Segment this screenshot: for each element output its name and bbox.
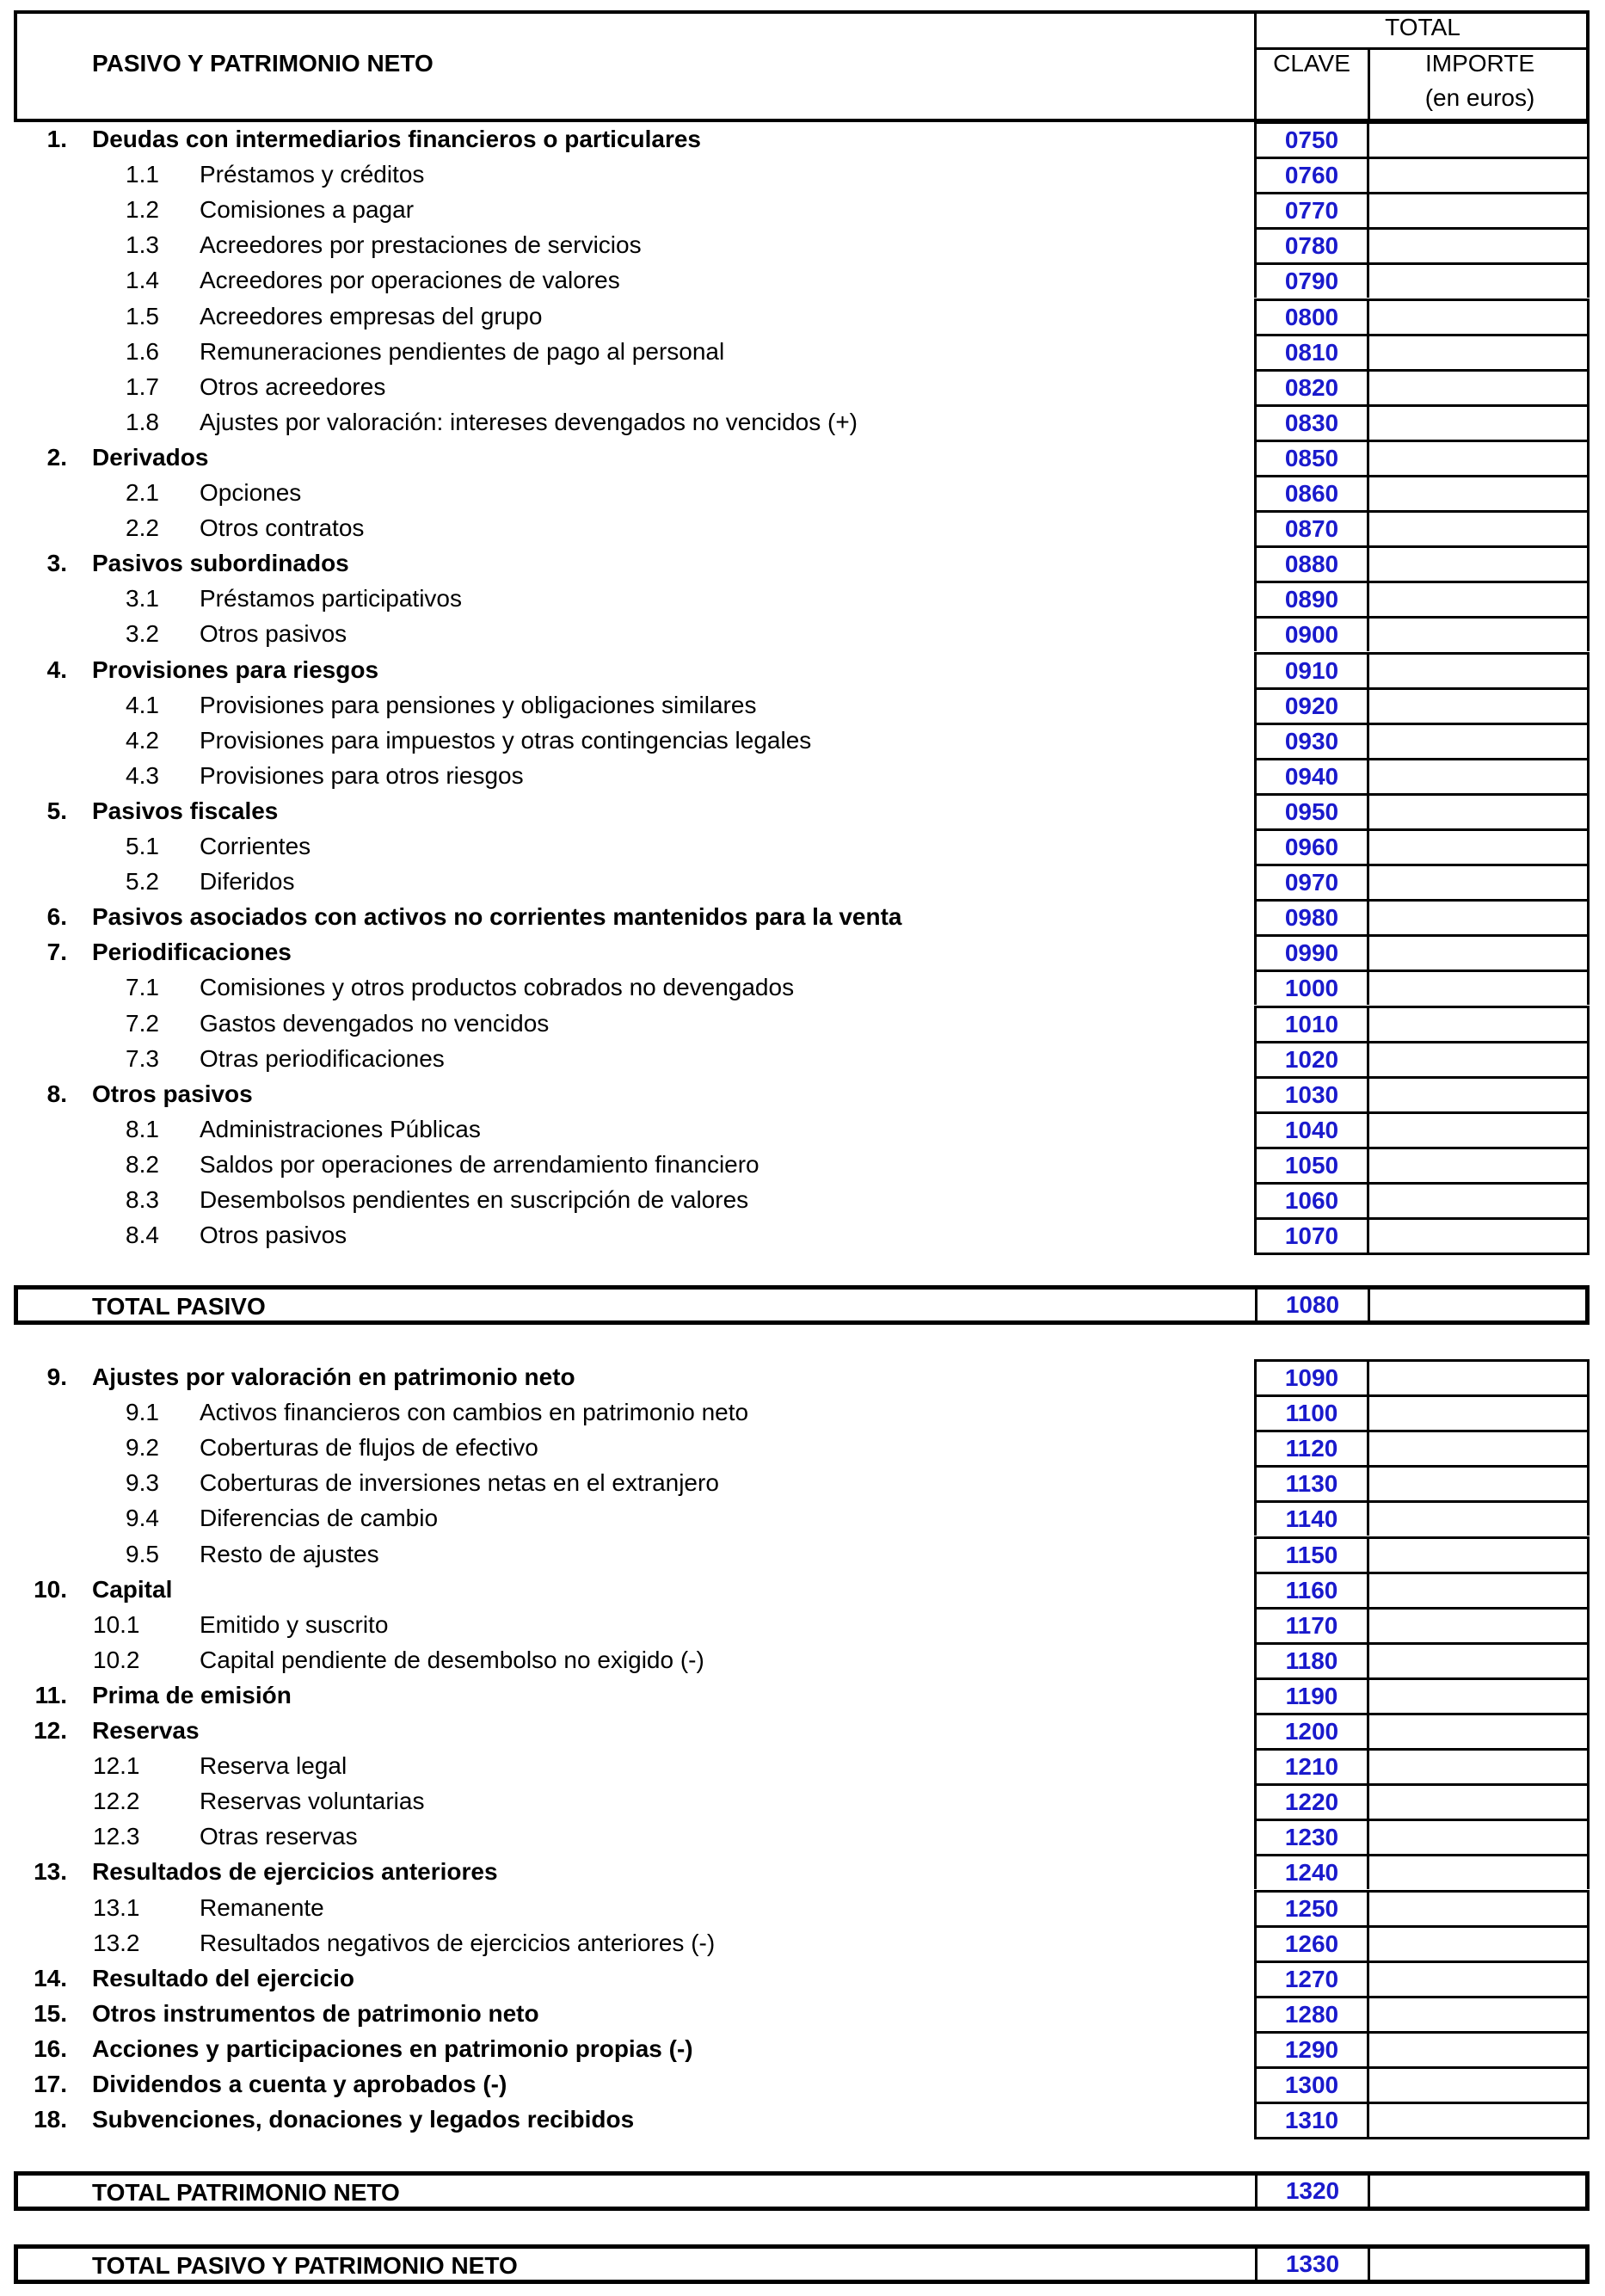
row-importe-input[interactable] (1367, 1076, 1590, 1111)
table-row (0, 793, 1605, 828)
table-row (0, 1217, 1605, 1253)
row-label: Administraciones Públicas (200, 1115, 481, 1142)
row-clave: 1070 (1254, 1217, 1369, 1255)
row-clave: 0810 (1254, 334, 1369, 369)
row-importe-input[interactable] (1367, 1713, 1590, 1748)
row-importe-input[interactable] (1367, 299, 1590, 334)
table-row (0, 1182, 1605, 1217)
row-clave: 0990 (1254, 934, 1369, 969)
row-clave: 1290 (1254, 2031, 1369, 2066)
table-row (0, 1041, 1605, 1076)
table-row (0, 1111, 1605, 1147)
table-row (0, 227, 1605, 262)
table-row (0, 687, 1605, 723)
row-label: Corrientes (200, 833, 311, 859)
row-number: 1.2 (126, 196, 159, 224)
row-clave: 1310 (1254, 2102, 1369, 2139)
row-label: Resultados negativos de ejercicios anteriores (-) (200, 1929, 716, 1956)
table-row (0, 2066, 1605, 2102)
row-label: Acciones y participaciones en patrimonio propias (-) (92, 2034, 693, 2062)
table-row (0, 1748, 1605, 1783)
row-label: Comisiones a pagar (200, 196, 415, 224)
row-label: Dividendos a cuenta y aprobados (-) (92, 2071, 507, 2097)
table-row (0, 1006, 1605, 1041)
row-label: Reservas (92, 1717, 200, 1744)
row-label: Derivados (92, 443, 209, 471)
row-clave: 1090 (1254, 1359, 1369, 1394)
row-label: Acreedores por prestaciones de servicios (200, 231, 642, 259)
row-number: 12.3 (93, 1823, 140, 1850)
row-importe-input[interactable] (1367, 1147, 1590, 1182)
row-label: Capital (92, 1575, 173, 1603)
row-clave: 1180 (1254, 1642, 1369, 1677)
table-row (0, 1854, 1605, 1889)
table-row (0, 1642, 1605, 1677)
row-label: Ajustes por valoración: intereses devengados no vencidos (+) (200, 408, 858, 435)
row-label: Emitido y suscrito (200, 1610, 389, 1638)
row-importe-input[interactable] (1367, 1996, 1590, 2031)
row-number: 2.1 (126, 479, 159, 506)
row-importe-input[interactable] (1367, 1677, 1590, 1713)
row-label: Otros pasivos (92, 1080, 253, 1107)
row-importe-input[interactable] (1367, 121, 1590, 157)
row-number: 9.2 (126, 1434, 159, 1462)
total-final-row (14, 2244, 1590, 2284)
row-number: 7.1 (126, 974, 159, 1001)
row-importe-input[interactable] (1367, 2102, 1590, 2139)
table-row (0, 1147, 1605, 1182)
row-importe-input[interactable] (1367, 793, 1590, 828)
row-label: Resto de ajustes (200, 1540, 379, 1567)
table-row (0, 1430, 1605, 1465)
row-number: 3. (46, 550, 67, 577)
total-patrimonio-clave: 1320 (1255, 2176, 1370, 2207)
table-row (0, 1607, 1605, 1642)
row-clave: 0780 (1254, 227, 1369, 262)
table-row (0, 1359, 1605, 1394)
row-importe-input[interactable] (1367, 581, 1590, 616)
row-label: Acreedores por operaciones de valores (200, 267, 620, 294)
row-number: 1.4 (126, 267, 159, 294)
row-clave: 1040 (1254, 1111, 1369, 1147)
row-number: 4.3 (126, 761, 159, 789)
row-label: Subvenciones, donaciones y legados recibidos (92, 2106, 635, 2133)
table-row (0, 2031, 1605, 2066)
row-label: Provisiones para otros riesgos (200, 761, 524, 789)
row-importe-input[interactable] (1367, 369, 1590, 404)
row-number: 5. (46, 797, 67, 824)
row-label: Provisiones para impuestos y otras contingencias legales (200, 726, 812, 754)
row-label: Resultado del ejercicio (92, 1964, 354, 1991)
row-number: 4. (46, 656, 67, 683)
total-final-clave: 1330 (1255, 2249, 1370, 2280)
row-label: Diferidos (200, 868, 295, 896)
row-number: 18. (34, 2106, 67, 2133)
row-clave: 1140 (1254, 1500, 1369, 1536)
row-clave: 1260 (1254, 1925, 1369, 1961)
row-number: 13. (34, 1858, 67, 1886)
row-clave: 1230 (1254, 1819, 1369, 1854)
row-clave: 0890 (1254, 581, 1369, 616)
header-importe-unit: (en euros) (1424, 84, 1535, 111)
table-row (0, 262, 1605, 298)
table-row (0, 1536, 1605, 1572)
row-clave: 0960 (1254, 828, 1369, 864)
row-importe-input[interactable] (1367, 262, 1590, 298)
row-label: Gastos devengados no vencidos (200, 1009, 550, 1037)
row-importe-input[interactable] (1367, 1961, 1590, 1996)
row-importe-input[interactable] (1367, 1430, 1590, 1465)
table-row (0, 545, 1605, 581)
row-importe-input[interactable] (1367, 1890, 1590, 1925)
total-patrimonio-importe[interactable] (1368, 2176, 1590, 2207)
row-clave: 0760 (1254, 157, 1369, 192)
row-number: 7.3 (126, 1044, 159, 1072)
row-number: 1.8 (126, 408, 159, 435)
row-clave: 0870 (1254, 510, 1369, 545)
row-importe-input[interactable] (1367, 899, 1590, 934)
row-label: Otros pasivos (200, 620, 347, 648)
row-label: Remuneraciones pendientes de pago al personal (200, 337, 725, 365)
row-number: 17. (34, 2071, 67, 2097)
row-label: Reservas voluntarias (200, 1788, 425, 1815)
row-importe-input[interactable] (1367, 404, 1590, 440)
total-pasivo-row (14, 1285, 1590, 1325)
table-row (0, 1572, 1605, 1607)
row-label: Préstamos participativos (200, 585, 463, 612)
row-label: Resultados de ejercicios anteriores (92, 1858, 498, 1886)
row-number: 8.2 (126, 1150, 159, 1178)
row-number: 5.2 (126, 868, 159, 896)
table-row (0, 581, 1605, 616)
table-row (0, 1465, 1605, 1500)
row-number: 1.6 (126, 337, 159, 365)
row-importe-input[interactable] (1367, 1359, 1590, 1394)
row-clave: 1010 (1254, 1006, 1369, 1041)
row-number: 9.3 (126, 1469, 159, 1497)
row-number: 6. (46, 903, 67, 931)
row-importe-input[interactable] (1367, 334, 1590, 369)
row-number: 1.7 (126, 372, 159, 400)
row-label: Pasivos fiscales (92, 797, 279, 824)
row-importe-input[interactable] (1367, 1819, 1590, 1854)
row-importe-input[interactable] (1367, 723, 1590, 758)
row-importe-input[interactable] (1367, 227, 1590, 262)
table-row (0, 404, 1605, 440)
row-number: 14. (34, 1964, 67, 1991)
table-row (0, 369, 1605, 404)
table-row (0, 864, 1605, 899)
table-row (0, 723, 1605, 758)
row-importe-input[interactable] (1367, 652, 1590, 687)
table-row (0, 1819, 1605, 1854)
row-clave: 0820 (1254, 369, 1369, 404)
row-number: 15. (34, 1999, 67, 2027)
table-row (0, 1783, 1605, 1819)
total-patrimonio-label: TOTAL PATRIMONIO NETO (92, 2179, 400, 2206)
table-row (0, 969, 1605, 1005)
row-importe-input[interactable] (1367, 2066, 1590, 2102)
table-row (0, 899, 1605, 934)
table-row (0, 1076, 1605, 1111)
row-importe-input[interactable] (1367, 1182, 1590, 1217)
row-clave: 0800 (1254, 299, 1369, 334)
row-importe-input[interactable] (1367, 510, 1590, 545)
row-number: 16. (34, 2034, 67, 2062)
row-importe-input[interactable] (1367, 1111, 1590, 1147)
table-row (0, 1500, 1605, 1536)
row-clave: 0920 (1254, 687, 1369, 723)
total-pasivo-label: TOTAL PASIVO (92, 1293, 266, 1320)
row-label: Acreedores empresas del grupo (200, 302, 543, 329)
row-clave: 1100 (1254, 1394, 1369, 1430)
row-label: Otros pasivos (200, 1222, 347, 1249)
row-importe-input[interactable] (1367, 1642, 1590, 1677)
row-label: Provisiones para riesgos (92, 656, 379, 683)
row-number: 11. (34, 1681, 67, 1708)
row-clave: 0970 (1254, 864, 1369, 899)
row-importe-input[interactable] (1367, 475, 1590, 510)
row-number: 7. (46, 939, 67, 966)
row-clave: 1020 (1254, 1041, 1369, 1076)
table-row (0, 475, 1605, 510)
row-label: Comisiones y otros productos cobrados no devengados (200, 974, 795, 1001)
row-clave: 1220 (1254, 1783, 1369, 1819)
row-number: 1.3 (126, 231, 159, 259)
row-number: 9. (46, 1363, 67, 1390)
row-label: Deudas con intermediarios financieros o particulares (92, 126, 701, 152)
row-label: Pasivos asociados con activos no corrientes mantenidos para la venta (92, 903, 902, 931)
row-importe-input[interactable] (1367, 1006, 1590, 1041)
row-importe-input[interactable] (1367, 1465, 1590, 1500)
row-label: Capital pendiente de desembolso no exigido (-) (200, 1646, 704, 1673)
row-clave: 1030 (1254, 1076, 1369, 1111)
total-final-label: TOTAL PASIVO Y PATRIMONIO NETO (92, 2252, 518, 2279)
header-total: TOTAL (1385, 14, 1460, 40)
row-label: Periodificaciones (92, 939, 292, 966)
table-row (0, 299, 1605, 334)
table-row (0, 192, 1605, 227)
row-number: 10.1 (93, 1610, 140, 1638)
row-importe-input[interactable] (1367, 157, 1590, 192)
row-number: 3.1 (126, 585, 159, 612)
row-number: 1.1 (126, 161, 159, 188)
table-row (0, 616, 1605, 651)
page-title: PASIVO Y PATRIMONIO NETO (92, 50, 434, 77)
row-clave: 0910 (1254, 652, 1369, 687)
row-label: Saldos por operaciones de arrendamiento financiero (200, 1150, 759, 1178)
table-row (0, 121, 1605, 157)
row-number: 9.5 (126, 1540, 159, 1567)
row-number: 4.1 (126, 691, 159, 718)
row-clave: 1120 (1254, 1430, 1369, 1465)
table-row (0, 828, 1605, 864)
row-label: Préstamos y créditos (200, 161, 425, 188)
row-label: Otros instrumentos de patrimonio neto (92, 1999, 539, 2027)
row-clave: 1270 (1254, 1961, 1369, 1996)
row-importe-input[interactable] (1367, 2031, 1590, 2066)
row-clave: 0750 (1254, 121, 1369, 157)
row-number: 13.1 (93, 1893, 140, 1921)
row-number: 5.1 (126, 833, 159, 859)
row-number: 1. (46, 126, 67, 152)
row-importe-input[interactable] (1367, 758, 1590, 793)
row-number: 8. (46, 1080, 67, 1107)
row-importe-input[interactable] (1367, 864, 1590, 899)
header-importe: IMPORTE (1424, 50, 1535, 77)
row-label: Coberturas de inversiones netas en el extranjero (200, 1469, 719, 1497)
row-number: 8.1 (126, 1115, 159, 1142)
row-importe-input[interactable] (1367, 828, 1590, 864)
row-number: 7.2 (126, 1009, 159, 1037)
row-number: 9.1 (126, 1399, 159, 1426)
row-number: 12. (34, 1717, 67, 1744)
row-number: 12.2 (93, 1788, 140, 1815)
row-importe-input[interactable] (1367, 616, 1590, 651)
row-label: Prima de emisión (92, 1681, 292, 1708)
row-label: Remanente (200, 1893, 324, 1921)
row-label: Reserva legal (200, 1752, 347, 1780)
table-row (0, 1394, 1605, 1430)
row-importe-input[interactable] (1367, 440, 1590, 475)
row-clave: 1280 (1254, 1996, 1369, 2031)
row-label: Pasivos subordinados (92, 550, 349, 577)
table-row (0, 510, 1605, 545)
row-clave: 0790 (1254, 262, 1369, 298)
row-importe-input[interactable] (1367, 1572, 1590, 1607)
row-label: Coberturas de flujos de efectivo (200, 1434, 538, 1462)
row-importe-input[interactable] (1367, 687, 1590, 723)
row-number: 8.3 (126, 1186, 159, 1213)
row-clave: 1060 (1254, 1182, 1369, 1217)
row-clave: 0850 (1254, 440, 1369, 475)
row-clave: 0980 (1254, 899, 1369, 934)
row-importe-input[interactable] (1367, 934, 1590, 969)
row-importe-input[interactable] (1367, 1607, 1590, 1642)
total-final-importe[interactable] (1368, 2249, 1590, 2280)
row-number: 12.1 (93, 1752, 140, 1780)
row-importe-input[interactable] (1367, 1041, 1590, 1076)
row-clave: 0950 (1254, 793, 1369, 828)
table-row (0, 652, 1605, 687)
row-number: 3.2 (126, 620, 159, 648)
row-clave: 1250 (1254, 1890, 1369, 1925)
table-row (0, 1713, 1605, 1748)
row-number: 9.4 (126, 1505, 159, 1532)
row-number: 13.2 (93, 1929, 140, 1956)
row-label: Opciones (200, 479, 302, 506)
row-importe-input[interactable] (1367, 1217, 1590, 1255)
row-number: 2. (46, 443, 67, 471)
table-row (0, 2102, 1605, 2137)
table-row (0, 1677, 1605, 1713)
row-label: Otras periodificaciones (200, 1044, 445, 1072)
row-label: Ajustes por valoración en patrimonio neto (92, 1363, 575, 1390)
row-clave: 1160 (1254, 1572, 1369, 1607)
row-importe-input[interactable] (1367, 545, 1590, 581)
table-row (0, 1961, 1605, 1996)
row-importe-input[interactable] (1367, 192, 1590, 227)
row-label: Otros contratos (200, 514, 365, 542)
row-clave: 0900 (1254, 616, 1369, 651)
table-row (0, 1996, 1605, 2031)
row-number: 2.2 (126, 514, 159, 542)
row-number: 1.5 (126, 302, 159, 329)
table-row (0, 157, 1605, 192)
row-number: 10.2 (93, 1646, 140, 1673)
table-row (0, 934, 1605, 969)
row-clave: 0860 (1254, 475, 1369, 510)
table-row (0, 758, 1605, 793)
total-pasivo-clave: 1080 (1255, 1290, 1370, 1320)
row-clave: 1200 (1254, 1713, 1369, 1748)
row-clave: 1300 (1254, 2066, 1369, 2102)
table-row (0, 334, 1605, 369)
row-label: Activos financieros con cambios en patrimonio neto (200, 1399, 749, 1426)
row-clave: 0940 (1254, 758, 1369, 793)
row-clave: 0880 (1254, 545, 1369, 581)
row-number: 10. (34, 1575, 67, 1603)
row-clave: 1210 (1254, 1748, 1369, 1783)
row-clave: 1130 (1254, 1465, 1369, 1500)
row-importe-input[interactable] (1367, 1854, 1590, 1889)
row-clave: 1240 (1254, 1854, 1369, 1889)
row-number: 8.4 (126, 1222, 159, 1249)
row-importe-input[interactable] (1367, 1925, 1590, 1961)
table-row (0, 1925, 1605, 1961)
row-clave: 1150 (1254, 1536, 1369, 1572)
header-clave: CLAVE (1273, 50, 1350, 77)
total-patrimonio-row (14, 2171, 1590, 2211)
row-label: Provisiones para pensiones y obligaciones similares (200, 691, 757, 718)
row-importe-input[interactable] (1367, 1500, 1590, 1536)
row-clave: 0830 (1254, 404, 1369, 440)
table-row (0, 1890, 1605, 1925)
row-clave: 1170 (1254, 1607, 1369, 1642)
row-importe-input[interactable] (1367, 1748, 1590, 1783)
row-clave: 1190 (1254, 1677, 1369, 1713)
row-label: Otros acreedores (200, 372, 386, 400)
row-importe-input[interactable] (1367, 1783, 1590, 1819)
row-importe-input[interactable] (1367, 1536, 1590, 1572)
row-clave: 1050 (1254, 1147, 1369, 1182)
row-clave: 0770 (1254, 192, 1369, 227)
row-importe-input[interactable] (1367, 1394, 1590, 1430)
row-clave: 0930 (1254, 723, 1369, 758)
row-number: 4.2 (126, 726, 159, 754)
row-clave: 1000 (1254, 969, 1369, 1005)
row-label: Otras reservas (200, 1823, 358, 1850)
row-label: Desembolsos pendientes en suscripción de valores (200, 1186, 749, 1213)
table-row (0, 440, 1605, 475)
row-importe-input[interactable] (1367, 969, 1590, 1005)
total-pasivo-importe[interactable] (1368, 1290, 1590, 1320)
row-label: Diferencias de cambio (200, 1505, 439, 1532)
